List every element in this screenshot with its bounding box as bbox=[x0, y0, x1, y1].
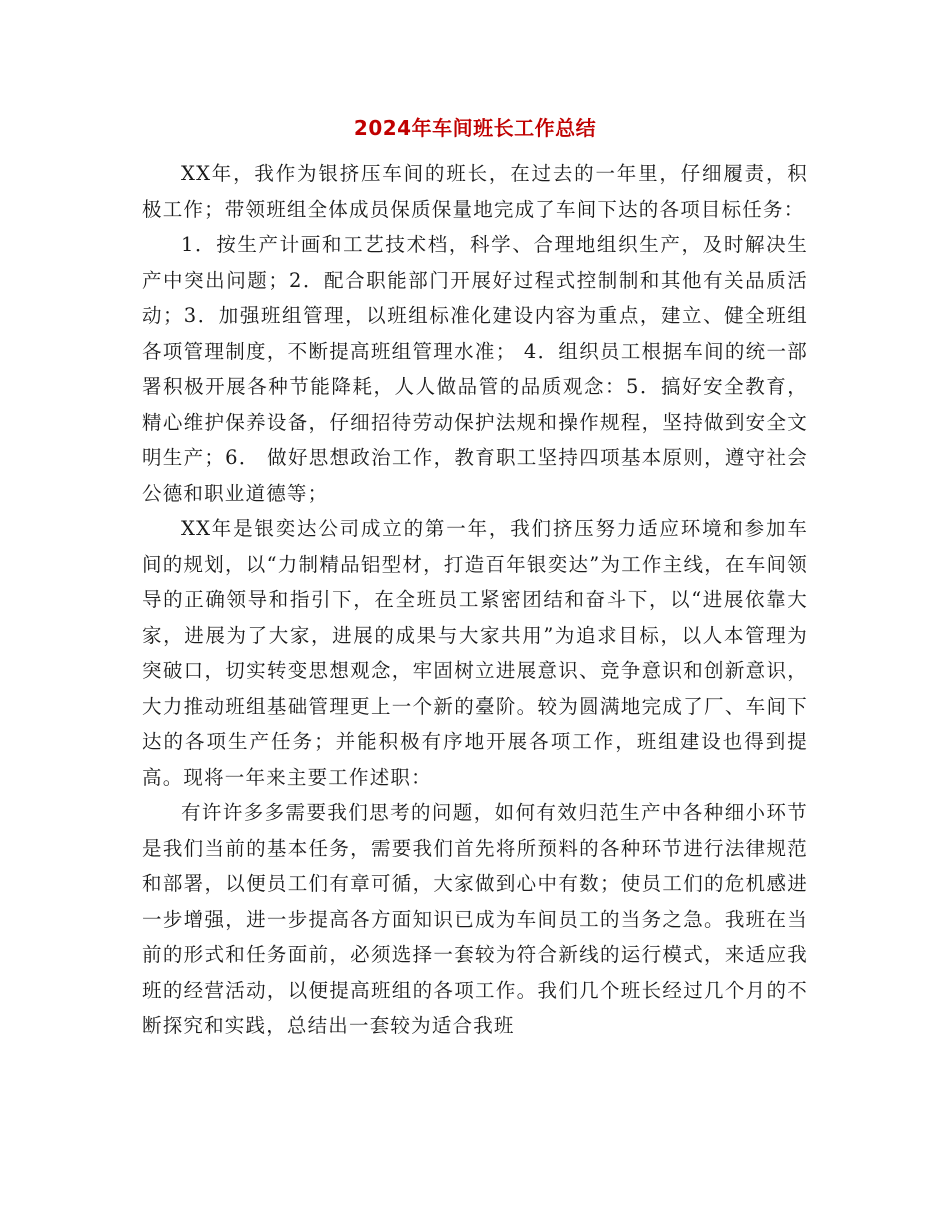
paragraph-issues: 有许许多多需要我们思考的问题，如何有效归范生产中各种细小环节是我们当前的基本任务，需要我们首先将所预料的各种环节进行法律规范和部署，以便员工们有章可循，大家做到心中有数；使员工们的危机感进一步增强，进一步提高各方面知识已成为车间员工的当务之急。我班在当前的形式和任务面前，必须选择一套较为符合新线的运行模式，来适应我班的经营活动，以便提高班组的各项工作。我们几个班长经过几个月的不断探究和实践，总结出一套较为适合我班 bbox=[142, 801, 808, 1037]
document-body bbox=[142, 156, 808, 1044]
paragraph-year-review: XX年是银奕达公司成立的第一年，我们挤压努力适应环境和参加车间的规划，以“力制精品铝型材，打造百年银奕达”为工作主线，在车间领导的正确领导和指引下，在全班员工紧密团结和奋斗下，以“进展依靠大家，进展为了大家，进展的成果与大家共用”为追求目标，以人本管理为突破口，切实转变思想观念，牢固树立进展意识、竞争意识和创新意识，大力推动班组基础管理更上一个新的臺阶。较为圆满地完成了厂、车间下达的各项生产任务；并能积极有序地开展各项工作，班组建设也得到提高。现将一年来主要工作述职： bbox=[142, 517, 808, 789]
paragraph-intro: XX年，我作为银挤压车间的班长，在过去的一年里，仔细履责，积极工作；带领班组全体成员保质保量地完成了车间下达的各项目标任务： bbox=[142, 162, 808, 221]
paragraph-task-list: 1．按生产计画和工艺技术档，科学、合理地组织生产，及时解决生产中突出问题；2．配合职能部门开展好过程式控制制和其他有关品质活动；3．加强班组管理，以班组标准化建设内容为重点，建立、健全班组各项管理制度，不断提高班组管理水准； 4．组织员工根据车间的统一部署积极开展各种节能降耗，人人做品管的品质观念：5．搞好安全教育，精心维护保养设备，仔细招待劳动保护法规和操作规程，坚持做到安全文明生产；6． 做好思想政治工作，教育职工坚持四项基本原则，遵守社会公德和职业道德等； bbox=[142, 233, 808, 505]
document-title: 2024年车间班长工作总结 bbox=[353, 116, 597, 140]
